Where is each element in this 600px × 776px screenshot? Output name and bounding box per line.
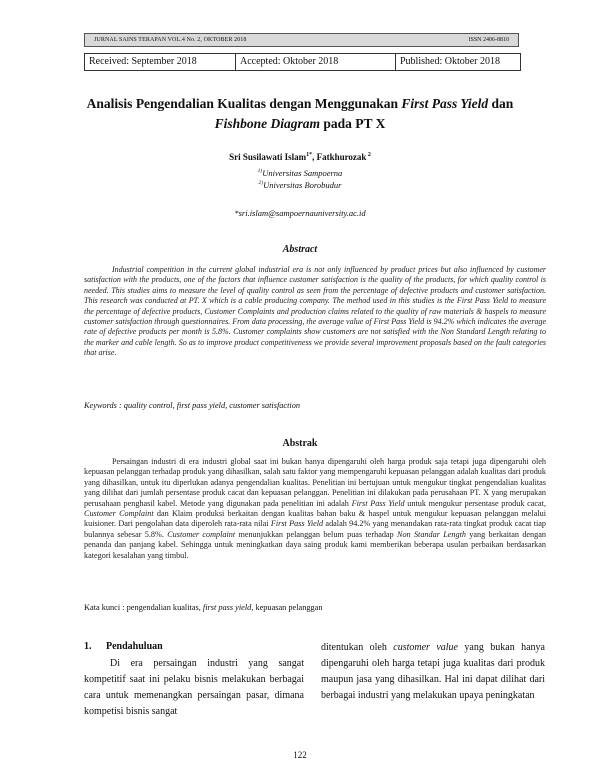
keywords-indonesian xyxy=(84,603,323,612)
publication-dates-table xyxy=(84,53,521,71)
kata-kunci-text: Kata kunci : pengendalian kualitas, xyxy=(84,603,203,612)
section-number: 1. xyxy=(84,641,92,652)
title-text: pada PT X xyxy=(320,116,386,131)
author-1: Sri Susilawati Islam xyxy=(229,152,307,162)
abstrak-text: untuk mengukur persentase produk cacat, xyxy=(404,498,546,508)
affiliation-2-sup: 2) xyxy=(258,180,264,187)
abstrak-italic: Customer Complaint xyxy=(84,509,154,519)
abstrak-text: menunjukkan pelanggan belum puas terhadap xyxy=(235,529,397,539)
abstrak-italic: First Pass Yield xyxy=(270,519,324,529)
published-date: Published: Oktober 2018 xyxy=(400,56,500,67)
kata-kunci-text: , kepuasan pelanggan xyxy=(251,603,323,612)
author-2: Fatkhurozak xyxy=(316,152,367,162)
page-number: 122 xyxy=(293,750,307,760)
paper-title-line-2 xyxy=(60,114,540,134)
abstrak-text: dan Klaim produksi berkaitan dengan kualitas bahan baku & haspel untuk mengukur kepuasan pelanggan melalui kuisioner. Dari pengolahan data diperoleh rata-rata nilai xyxy=(84,509,546,529)
title-text: Analisis Pengendalian Kualitas dengan Menggunakan xyxy=(86,96,402,111)
affiliation-2-text: Universitas Borobudur xyxy=(263,180,342,190)
body-column-right xyxy=(321,640,545,704)
section-title: Pendahuluan xyxy=(106,641,163,652)
affiliation-1-text: Universitas Sampoerna xyxy=(262,168,343,178)
abstract-english: Industrial competition in the current global industrial era is not only influenced by product prices but also influenced by customer satisfaction with the products, one of the factors that influence customer satisfaction is the quality of the products, for which quality control is needed. This studies aims to measure the level of quality control as seen from the percentage of defective products and customer satisfaction. This research was conducted at PT. X which is a cable producing company. The method used in this studies is the First Pass Yield to measure the percentage of defective products, Customer Complaints and production claims related to the quality of raw materials & haspels to measure customer satisfaction through questionnaires. From data processing, the average value of First Pass Yield is 94.2% which indicates the average rate of defective products per month is 5.8%. Customer complaints show customers are not satisfied with the Non Standard Length relating to the marker and cable length. So as to improve product competitiveness we provide several improvement proposals based on the fault categories that arise. xyxy=(84,265,546,358)
body-column-left: Di era persaingan industri yang sangat kompetitif saat ini pelaku bisnis melakukan berbagai cara untuk memenangkan persaingan pasar, dimana kompetisi bisnis sangat xyxy=(84,658,304,717)
abstrak-heading: Abstrak xyxy=(282,438,318,449)
body-italic: customer value xyxy=(393,642,458,653)
kata-kunci-italic: first pass yield xyxy=(202,603,252,612)
accepted-date: Accepted: Oktober 2018 xyxy=(236,54,396,70)
author-2-sup: 2 xyxy=(366,152,371,158)
body-text: yang bukan hanya dipengaruhi oleh harga tetapi juga kualitas dari produk maupun jasa yang dihasilkan. Hal ini dapat dilihat dari berbagai industri yang melakukan upaya peningkatan xyxy=(321,642,545,701)
journal-name: JURNAL SAINS TERAPAN VOL.4 No. 2, OKTOBER 2018 xyxy=(94,37,247,43)
affiliation-1-sup: 1) xyxy=(257,168,263,175)
affiliation-2 xyxy=(60,180,540,190)
title-italic: Fishbone Diagram xyxy=(214,116,320,131)
abstrak-text: Persaingan industri di era industri global saat ini bukan hanya dipengaruhi oleh harga produk saja tetapi juga dipengaruhi oleh kepuasan pelanggan terhadap produk yang dihasilkan, salah satu faktor yang mempengaruhi kepuasan pelanggan adalah kualitas dari produk yang dihasilkan, untuk itu diperlukan adanya pengendalian kualitas. Penelitian ini bertujuan untuk mengukur tingkat pengendalian kualitas yang dilihat dari jumlah persentase produk cacat dan kepuasan pelanggan. Penelitian ini dilakukan pada perusahaan PT. X yang merupakan perusahaan penghasil kabel. Metode yang digunakan pada penelitian ini adalah xyxy=(84,457,546,508)
paper-title-line-1 xyxy=(60,94,540,114)
abstrak-text: adalah 94.2% yang menandakan rata-rata tingkat produk cacat tiap bulannya sebesar 5.8%. xyxy=(84,519,546,539)
received-date: Received: September 2018 xyxy=(85,54,236,70)
abstrak-italic: First Pass Yield xyxy=(351,498,405,508)
abstrak-italic: Customer complaint xyxy=(167,529,236,539)
title-text: dan xyxy=(488,96,514,111)
journal-header-bar xyxy=(84,33,519,47)
abstrak-text: yang berkaitan dengan penanda dan panjang kabel. Sehingga untuk meningkatkan daya saing produk kami memberikan beberapa usulan perbaikan berdasarkan kategori kesalahan yang timbul. xyxy=(84,529,546,560)
author-1-sup: 1* xyxy=(306,152,313,158)
title-italic: First Pass Yield xyxy=(401,96,489,111)
abstrak-italic: Non Standar Length xyxy=(396,529,466,539)
corresponding-email: *sri.islam@sampoernauniversity.ac.id xyxy=(234,208,366,218)
body-text: ditentukan oleh xyxy=(321,642,394,653)
section-heading xyxy=(84,641,163,652)
abstrak-indonesian xyxy=(84,457,546,561)
abstract-heading: Abstract xyxy=(282,244,318,255)
affiliation-1 xyxy=(60,168,540,178)
author-sep: , xyxy=(312,152,317,162)
author-list xyxy=(60,152,540,162)
issn: ISSN 2406-8810 xyxy=(468,37,509,43)
keywords-english: Keywords : quality control, first pass yield, customer satisfaction xyxy=(84,401,301,410)
